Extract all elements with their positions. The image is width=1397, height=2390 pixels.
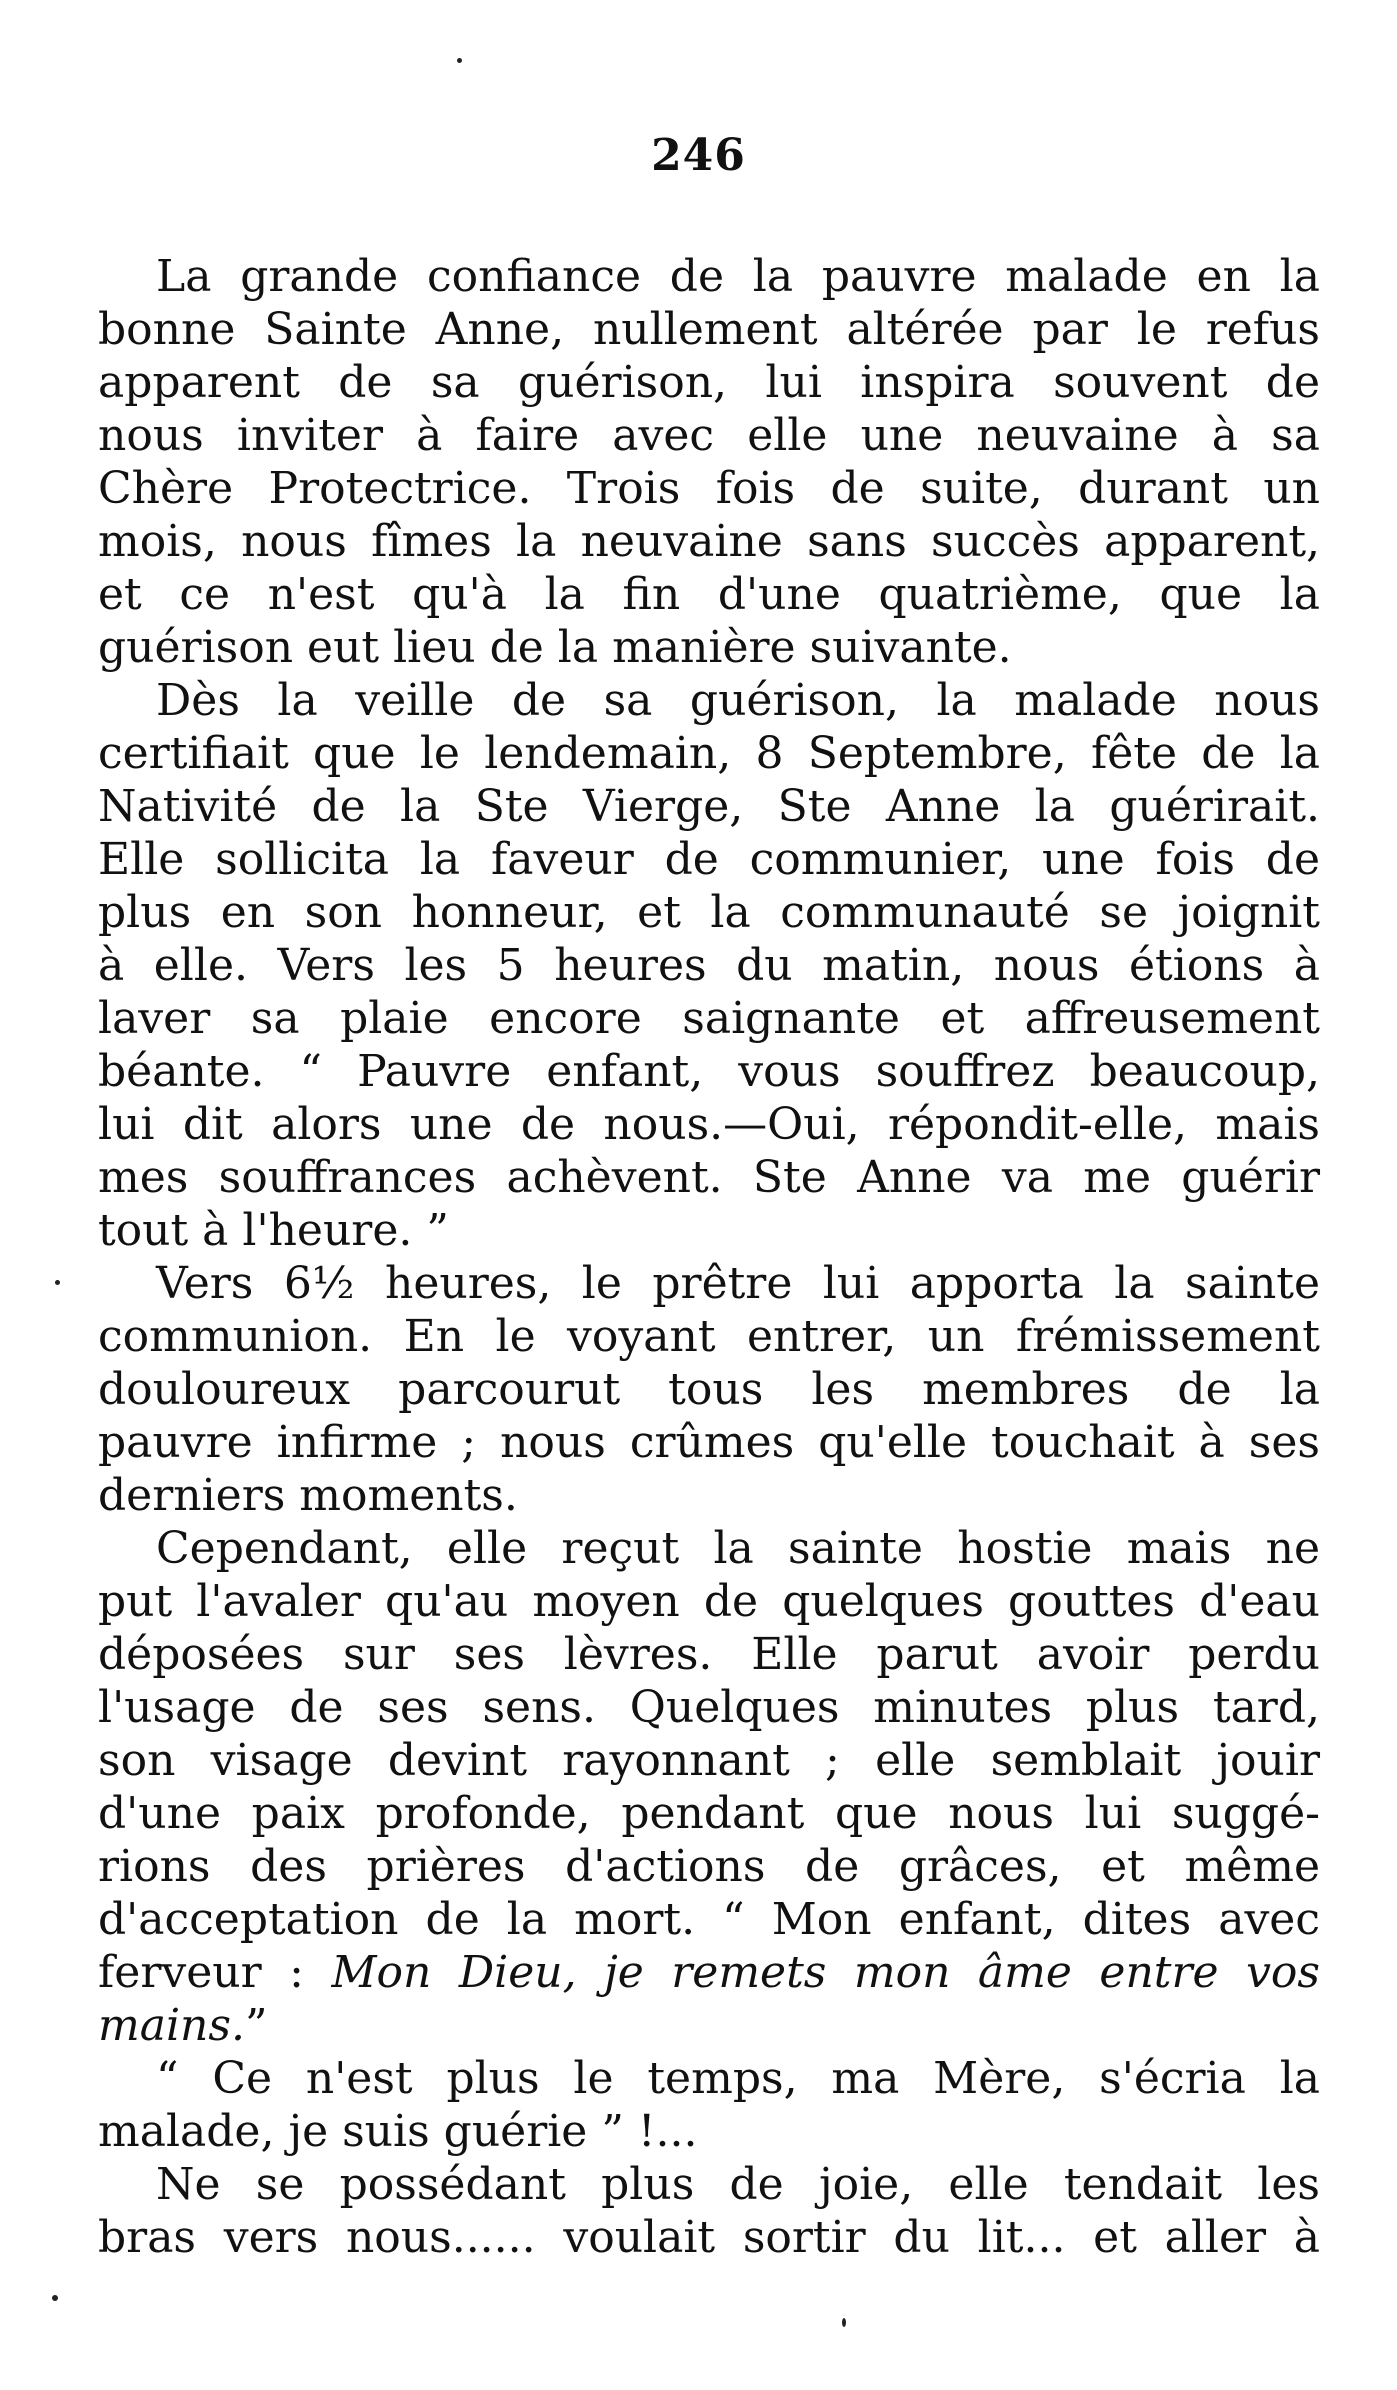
text-fragment: ferveur : <box>98 1947 332 1998</box>
text-line: Nativité de la Ste Vierge, Ste Anne la guérirait. <box>98 781 1320 832</box>
text-line: Dès la veille de sa guérison, la malade nous <box>156 675 1320 726</box>
text-line: et ce n'est qu'à la fin d'une quatrième, que la <box>98 569 1320 620</box>
scan-speck <box>842 2318 846 2327</box>
page-number: 246 <box>651 130 746 181</box>
text-line: à elle. Vers les 5 heures du matin, nous étions à <box>98 940 1320 991</box>
text-line: Chère Protectrice. Trois fois de suite, durant un <box>98 463 1320 514</box>
text-line: l'usage de ses sens. Quelques minutes plus tard, <box>98 1682 1320 1733</box>
text-line: “ Ce n'est plus le temps, ma Mère, s'écria la <box>156 2053 1320 2104</box>
text-line: certifiait que le lendemain, 8 Septembre, fête de la <box>98 728 1320 779</box>
text-line: pauvre infirme ; nous crûmes qu'elle touchait à ses <box>98 1417 1320 1468</box>
text-line <box>98 1999 1320 2052</box>
text-line: La grande confiance de la pauvre malade en la <box>156 251 1320 302</box>
closing-quote: ” <box>244 2000 268 2051</box>
text-line: lui dit alors une de nous.—Oui, répondit-elle, mais <box>98 1099 1320 1150</box>
text-line: nous inviter à faire avec elle une neuvaine à sa <box>98 410 1320 461</box>
text-line: Vers 6½ heures, le prêtre lui apporta la sainte <box>156 1258 1320 1309</box>
text-line: béante. “ Pauvre enfant, vous souffrez beaucoup, <box>98 1046 1320 1097</box>
text-line: bras vers nous...... voulait sortir du lit... et aller à <box>98 2212 1320 2263</box>
scan-speck <box>457 58 462 63</box>
text-line: son visage devint rayonnant ; elle semblait jouir <box>98 1735 1320 1786</box>
text-line: déposées sur ses lèvres. Elle parut avoir perdu <box>98 1629 1320 1680</box>
text-line: Elle sollicita la faveur de communier, une fois de <box>98 834 1320 885</box>
text-line: bonne Sainte Anne, nullement altérée par le refus <box>98 304 1320 355</box>
text-line: tout à l'heure. ” <box>98 1205 449 1256</box>
text-line: laver sa plaie encore saignante et affreusement <box>98 993 1320 1044</box>
italic-prayer: Mon Dieu, je remets mon âme entre vos <box>331 1947 1320 1998</box>
text-line: Cependant, elle reçut la sainte hostie mais ne <box>156 1523 1320 1574</box>
text-line: d'acceptation de la mort. “ Mon enfant, dites avec <box>98 1894 1320 1945</box>
text-line: plus en son honneur, et la communauté se joignit <box>98 887 1320 938</box>
text-line: douloureux parcourut tous les membres de la <box>98 1364 1320 1415</box>
text-line: malade, je suis guérie ” !... <box>98 2106 698 2157</box>
scan-speck <box>55 1280 60 1285</box>
text-line: put l'avaler qu'au moyen de quelques gouttes d'eau <box>98 1576 1320 1627</box>
text-line: communion. En le voyant entrer, un frémissement <box>98 1311 1320 1362</box>
text-line: apparent de sa guérison, lui inspira souvent de <box>98 357 1320 408</box>
text-line: mois, nous fîmes la neuvaine sans succès apparent, <box>98 516 1320 567</box>
body-text <box>98 250 1320 2264</box>
text-line: rions des prières d'actions de grâces, et même <box>98 1841 1320 1892</box>
text-line: Ne se possédant plus de joie, elle tendait les <box>156 2159 1320 2210</box>
text-line: guérison eut lieu de la manière suivante. <box>98 622 1012 673</box>
text-line <box>98 1946 1320 1999</box>
italic-prayer-end: mains. <box>98 2000 245 2051</box>
text-line: derniers moments. <box>98 1470 518 1521</box>
text-line: d'une paix profonde, pendant que nous lui suggé- <box>98 1788 1320 1839</box>
text-line: mes souffrances achèvent. Ste Anne va me guérir <box>98 1152 1320 1203</box>
scan-speck <box>52 2295 58 2301</box>
